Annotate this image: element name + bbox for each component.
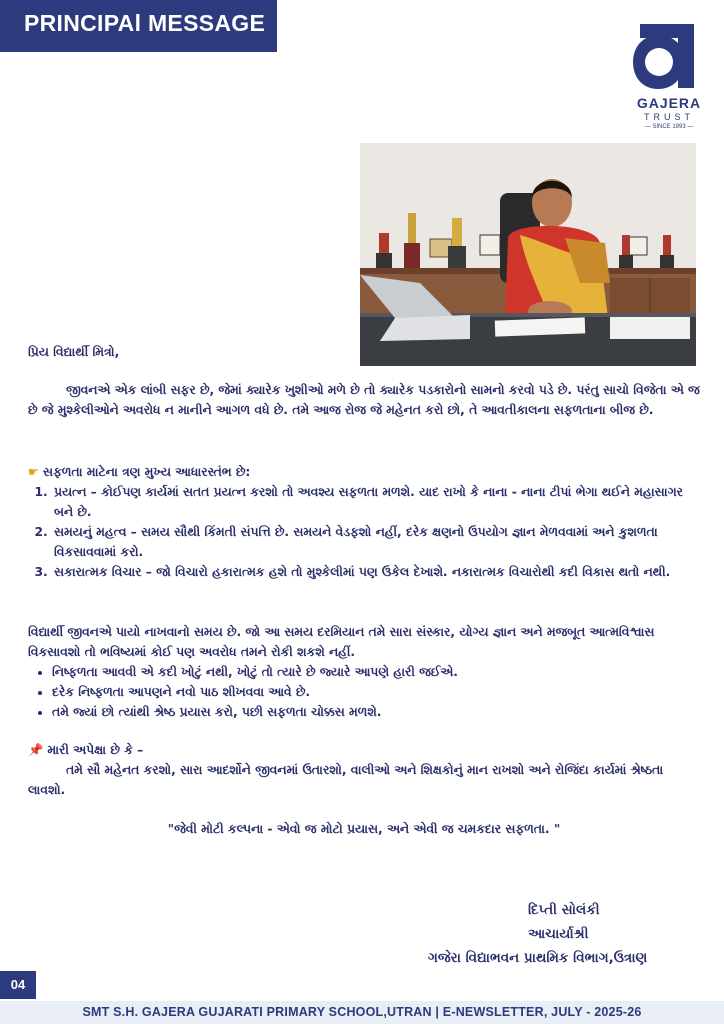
closing-quote: "જેવી મોટી કલ્પના - એવો જ મોટો પ્રયાસ, અને એવી જ ચમકદાર સફળતા. " <box>167 822 561 836</box>
expectation-paragraph: તમે સૌ મહેનત કરશો, સારા આદર્શોને જીવનમાં ઉતારશો, વાલીઓ અને શિક્ષકોનું માન રાખશો અને રોજિંદા કાર્યમાં શ્રેષ્ઠતા લાવશો. <box>28 763 664 797</box>
header-band <box>0 0 277 52</box>
pointing-hand-icon: ☛ <box>28 465 40 479</box>
letter-intro <box>28 380 700 420</box>
list-item: 1. પ્રયત્ન – કોઈપણ કાર્યમાં સતત પ્રયત્ન કરશો તો અવશ્ય સફળતા મળશે. યાદ રાખો કે નાના - નાના ટીપાં ભેગા થઈને મહાસાગર બને છે. <box>52 482 700 522</box>
footer-text: SMT S.H. GAJERA GUJARATI PRIMARY SCHOOL,UTRAN | E-NEWSLETTER, JULY - 2025-26 <box>82 1005 642 1019</box>
principal-photo <box>360 143 696 366</box>
signature-school: ગજેરા વિદ્યાભવન પ્રાથમિક વિભાગ,ઉત્રાણ <box>428 950 648 966</box>
logo-name: GAJERA <box>636 95 702 111</box>
page-title: PRINCIPAl MESSAGE <box>24 10 266 36</box>
logo-since: — SINCE 1993 — <box>644 124 694 130</box>
page-number: 04 <box>10 977 26 992</box>
footer-bar <box>0 1001 724 1024</box>
student-life-paragraph: વિદ્યાર્થી જીવનએ પાયો નાખવાનો સમય છે. જો આ સમય દરમિયાન તમે સારા સંસ્કાર, યોગ્ય જ્ઞાન અને મજબૂત આત્મવિશ્વાસ વિકસાવશો તો ભવિષ્યમાં કોઈ પણ અવરોધ તમને રોકી શકશે નહીં. <box>28 625 655 659</box>
list-item: • દરેક નિષ્ફળતા આપણને નવો પાઠ શીખવવા આવે છે. <box>52 682 700 702</box>
list-item: • નિષ્ફળતા આવવી એ કદી ખોટું નથી, ખોટું તો ત્યારે છે જ્યારે આપણે હારી જઈએ. <box>52 662 700 682</box>
list-item: 2. સમયનું મહત્વ – સમય સૌથી કિંમતી સંપત્તિ છે. સમયને વેડફશો નહીં, દરેક ક્ષણનો ઉપયોગ જ્ઞાન મેળવવામાં અને કુશળતા વિકસાવવામાં કરો. <box>52 522 700 562</box>
pushpin-icon: 📌 <box>28 743 44 757</box>
expectation-heading: મારી અપેક્ષા છે કે – <box>47 743 144 757</box>
gajera-trust-logo <box>628 20 710 135</box>
signature-name: દિપ્તી સોલંકી <box>528 902 600 918</box>
intro-paragraph: જીવનએ એક લાંબી સફર છે, જેમાં ક્યારેક ખુશીઓ મળે છે તો ક્યારેક પડકારોનો સામનો કરવો પડે છે. પરંતુ સાચો વિજેતા એ જ છે જે મુશ્કેલીઓને અવરોધ ન માનીને આગળ વધે છે. તમે આજ રોજ જે મહેનત કરો છો, તે આવતીકાલના સફળતાના બીજ છે. <box>28 383 700 417</box>
gajera-logo-mark-icon <box>628 20 710 95</box>
signature-role: આચાર્યાશ્રી <box>528 926 589 942</box>
expectation-section <box>28 740 700 800</box>
pillars-section <box>28 462 700 582</box>
pillars-list <box>28 482 700 582</box>
greeting-text: પ્રિય વિદ્યાર્થી મિત્રો, <box>28 345 120 359</box>
pillars-heading: સફળતા માટેના ત્રણ મુખ્ય આધારસ્તંભ છે: <box>43 465 251 479</box>
advice-list <box>28 662 700 722</box>
page-number-badge <box>0 971 36 999</box>
letter-greeting <box>28 342 700 362</box>
list-item: • તમે જ્યાં છો ત્યાંથી શ્રેષ્ઠ પ્રયાસ કરો, પછી સફળતા ચોક્કસ મળશે. <box>52 702 700 722</box>
logo-trust: TRUST <box>644 112 694 122</box>
list-item: 3. સકારાત્મક વિચાર – જો વિચારો હકારાત્મક હશે તો મુશ્કેલીમાં પણ ઉકેલ દેખાશે. નકારાત્મક વિચારોથી કદી વિકાસ થતો નથી. <box>52 562 700 582</box>
pillars-heading-line <box>28 462 700 482</box>
student-life-section <box>28 622 700 722</box>
expectation-heading-line <box>28 740 700 760</box>
